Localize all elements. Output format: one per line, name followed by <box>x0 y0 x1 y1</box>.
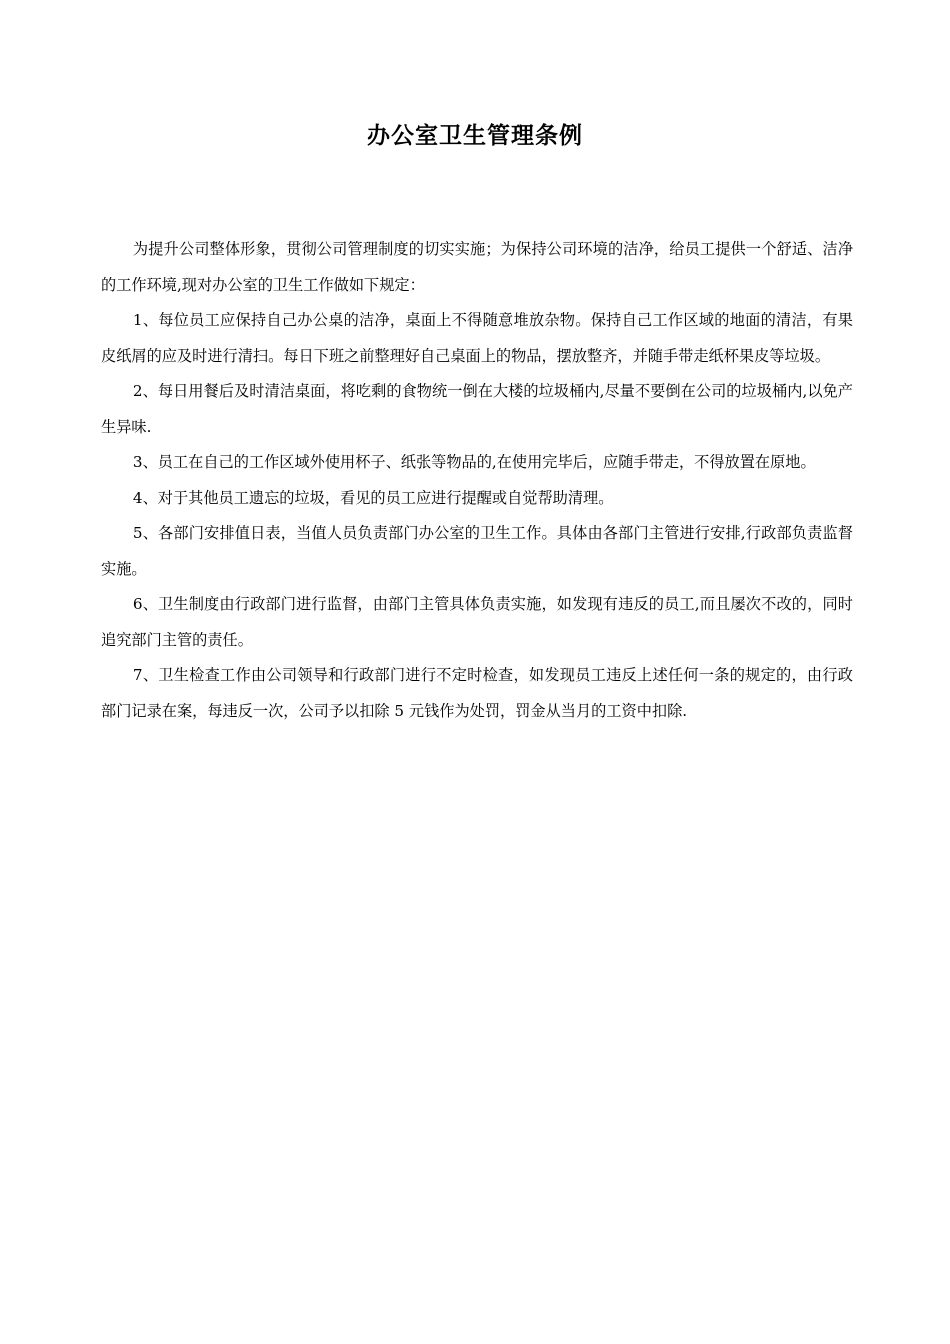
rule-paragraph-4: 4、对于其他员工遗忘的垃圾，看见的员工应进行提醒或自觉帮助清理。 <box>132 488 614 507</box>
rule-paragraph-7: 7、卫生检查工作由公司领导和行政部门进行不定时检查，如发现员工违反上述任何一条的规定的，由行政部门记录在案，每违反一次，公司予以扣除 5 元钱作为处罚，罚金从当月的工资中扣除. <box>101 666 853 720</box>
rule-paragraph-5: 5、各部门安排值日表，当值人员负责部门办公室的卫生工作。具体由各部门主管进行安排,行政部负责监督实施。 <box>101 524 853 578</box>
intro-paragraph: 为提升公司整体形象，贯彻公司管理制度的切实实施；为保持公司环境的洁净，给员工提供一个舒适、洁净的工作环境,现对办公室的卫生工作做如下规定： <box>101 240 853 294</box>
rule-paragraph-3: 3、员工在自己的工作区域外使用杯子、纸张等物品的,在使用完毕后，应随手带走，不得放置在原地。 <box>132 453 816 471</box>
document-body <box>101 232 853 729</box>
rule-paragraph-6: 6、卫生制度由行政部门进行监督，由部门主管具体负责实施，如发现有违反的员工,而且屡次不改的，同时追究部门主管的责任。 <box>101 595 853 649</box>
rule-paragraph-2: 2、每日用餐后及时清洁桌面，将吃剩的食物统一倒在大楼的垃圾桶内,尽量不要倒在公司的垃圾桶内,以免产生异味. <box>101 382 853 436</box>
page-title: 办公室卫生管理条例 <box>367 122 583 149</box>
rule-paragraph-1: 1、每位员工应保持自己办公桌的洁净，桌面上不得随意堆放杂物。保持自己工作区域的地面的清洁，有果皮纸屑的应及时进行清扫。每日下班之前整理好自己桌面上的物品，摆放整齐，并随手带走纸杯果皮等垃圾。 <box>101 311 853 365</box>
